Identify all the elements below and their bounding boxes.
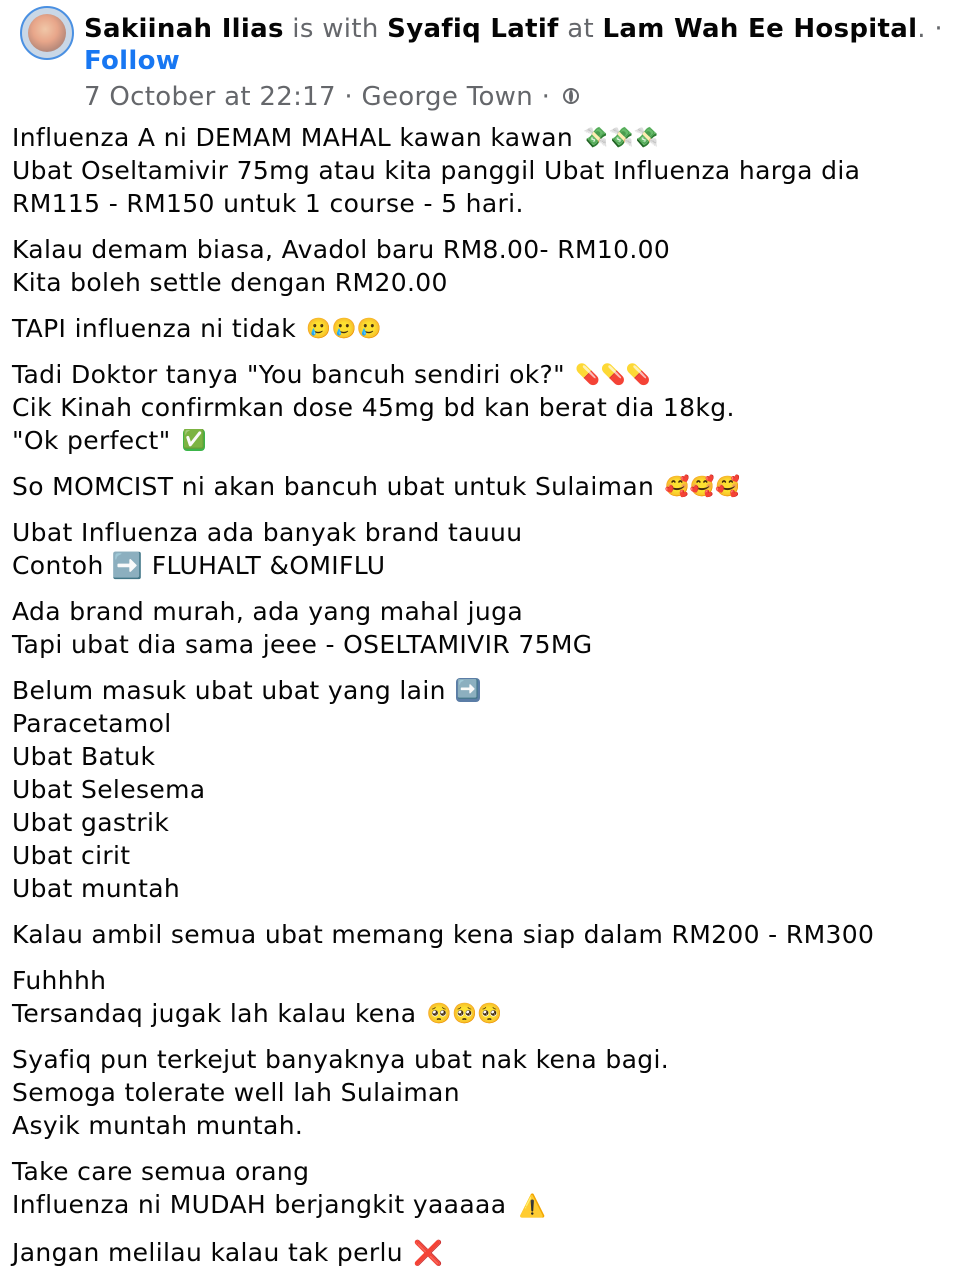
post-line xyxy=(12,872,957,905)
post-line xyxy=(12,595,957,628)
post-line-text: Ubat Batuk xyxy=(12,742,156,771)
meta-separator-2: · xyxy=(533,82,551,112)
emoji-icon: ❌ xyxy=(413,1239,444,1267)
post-line xyxy=(12,740,957,773)
post-line-text: Contoh ➡️ FLUHALT &OMIFLU xyxy=(12,551,386,580)
post-paragraph xyxy=(12,233,957,299)
post-line-text: TAPI influenza ni tidak xyxy=(12,314,297,343)
post-line-text: So MOMCIST ni akan bancuh ubat untuk Sulaiman xyxy=(12,472,655,501)
post-line xyxy=(12,121,957,154)
post-attribution xyxy=(84,12,943,46)
post-line-text: Asyik muntah muntah. xyxy=(12,1111,304,1140)
post-header xyxy=(16,6,956,116)
post-line xyxy=(12,918,957,951)
avatar-image xyxy=(28,14,66,52)
post-paragraph xyxy=(12,1155,957,1223)
post-line xyxy=(12,1155,957,1188)
post-paragraph xyxy=(12,1236,957,1271)
post-line xyxy=(12,424,957,457)
post-line-text: Semoga tolerate well lah Sulaiman xyxy=(12,1078,460,1107)
post-line xyxy=(12,773,957,806)
post-paragraph xyxy=(12,1043,957,1142)
post-meta xyxy=(84,80,579,114)
follow-button[interactable]: Follow xyxy=(84,46,181,76)
post-line-text: Ubat muntah xyxy=(12,874,181,903)
emoji-icon: 🥺🥺🥺 xyxy=(426,1001,503,1025)
post-line xyxy=(12,1236,957,1271)
post-paragraph xyxy=(12,918,957,951)
post-line xyxy=(12,154,957,187)
post-paragraph xyxy=(12,964,957,1030)
post-line-text: Ada brand murah, ada yang mahal juga xyxy=(12,597,524,626)
place-name[interactable]: Lam Wah Ee Hospital xyxy=(602,14,918,44)
with-text: is with xyxy=(283,14,388,44)
author-name[interactable]: Sakiinah Ilias xyxy=(84,14,284,44)
post-line xyxy=(12,516,957,549)
post-paragraph xyxy=(12,312,957,345)
meta-separator: · xyxy=(335,82,362,112)
post-line xyxy=(12,549,957,582)
at-text: at xyxy=(558,14,603,44)
post-line-text: Ubat cirit xyxy=(12,841,131,870)
post-line-text: "Ok perfect" xyxy=(12,426,171,455)
post-paragraph xyxy=(12,470,957,503)
globe-icon[interactable] xyxy=(563,88,579,104)
emoji-icon: 🥲🥲🥲 xyxy=(306,316,383,340)
tagged-person[interactable]: Syafiq Latif xyxy=(387,14,559,44)
header-suffix: . · xyxy=(917,14,943,44)
post-line-text: Tadi Doktor tanya "You bancuh sendiri ok?" xyxy=(12,360,566,389)
post-line-text: Tapi ubat dia sama jeee - OSELTAMIVIR 75MG xyxy=(12,630,593,659)
post-line-text: RM115 - RM150 untuk 1 course - 5 hari. xyxy=(12,189,524,218)
post-line xyxy=(12,1076,957,1109)
post-line-text: Kita boleh settle dengan RM20.00 xyxy=(12,268,448,297)
post-line xyxy=(12,470,957,503)
post-line xyxy=(12,839,957,872)
post-paragraph xyxy=(12,516,957,582)
post-line xyxy=(12,358,957,391)
post-line xyxy=(12,233,957,266)
post-line-text: Fuhhhh xyxy=(12,966,107,995)
author-avatar[interactable] xyxy=(20,6,74,60)
post-line-text: Ubat Influenza ada banyak brand tauuu xyxy=(12,518,523,547)
post-line xyxy=(12,997,957,1030)
post-line-text: Cik Kinah confirmkan dose 45mg bd kan berat dia 18kg. xyxy=(12,393,735,422)
emoji-icon: 💸💸💸 xyxy=(583,125,660,149)
emoji-icon: 💊💊💊 xyxy=(575,362,652,386)
post-body xyxy=(12,121,957,1283)
post-line xyxy=(12,312,957,345)
post-line-text: Take care semua orang xyxy=(12,1157,310,1186)
post-paragraph xyxy=(12,358,957,457)
post-line-text: Kalau demam biasa, Avadol baru RM8.00- RM10.00 xyxy=(12,235,671,264)
post-line-text: Ubat Selesema xyxy=(12,775,206,804)
post-line xyxy=(12,1109,957,1142)
post-line-text: Ubat Oseltamivir 75mg atau kita panggil Ubat Influenza harga dia xyxy=(12,156,861,185)
post-line-text: Paracetamol xyxy=(12,709,172,738)
post-paragraph xyxy=(12,595,957,661)
post-line xyxy=(12,1043,957,1076)
post-paragraph xyxy=(12,674,957,905)
post-line xyxy=(12,707,957,740)
post-line xyxy=(12,806,957,839)
post-line-text: Influenza ni MUDAH berjangkit yaaaaa xyxy=(12,1190,507,1219)
emoji-icon: ➡️ xyxy=(456,679,480,700)
post-line-text: Ubat gastrik xyxy=(12,808,170,837)
post-line-text: Belum masuk ubat ubat yang lain xyxy=(12,676,446,705)
emoji-icon: 🥰🥰🥰 xyxy=(664,474,741,498)
post-line xyxy=(12,391,957,424)
post-line-text: Influenza A ni DEMAM MAHAL kawan kawan xyxy=(12,123,574,152)
emoji-icon: ✅ xyxy=(182,429,206,450)
post-line-text: Syafiq pun terkejut banyaknya ubat nak kena bagi. xyxy=(12,1045,670,1074)
emoji-icon: ⚠️ xyxy=(518,1193,547,1219)
post-line-text: Kalau ambil semua ubat memang kena siap dalam RM200 - RM300 xyxy=(12,920,875,949)
post-line xyxy=(12,674,957,707)
post-paragraph xyxy=(12,121,957,220)
post-timestamp[interactable]: 7 October at 22:17 xyxy=(84,82,336,112)
post-line xyxy=(12,1188,957,1223)
post-line-text: Tersandaq jugak lah kalau kena xyxy=(12,999,417,1028)
post-line xyxy=(12,187,957,220)
post-line-text: Jangan melilau kalau tak perlu xyxy=(12,1237,403,1267)
post-line xyxy=(12,266,957,299)
post-location[interactable]: George Town xyxy=(361,82,534,112)
post-line xyxy=(12,964,957,997)
post-line xyxy=(12,628,957,661)
